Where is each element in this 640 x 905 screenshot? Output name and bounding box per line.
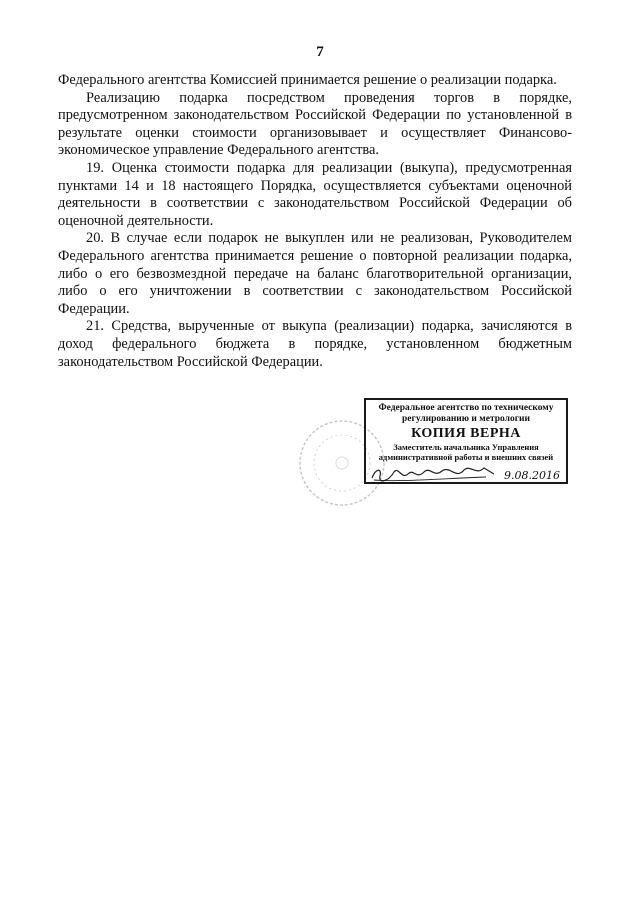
stamp-date: 9.08.2016 xyxy=(504,469,560,482)
paragraph-continuation: Федерального агентства Комиссией принимается решение о реализации подарка. xyxy=(58,72,557,88)
page-number: 7 xyxy=(316,44,324,60)
certified-copy-stamp xyxy=(364,398,568,484)
stamp-signature-row xyxy=(366,462,566,482)
stamp-verified-title: КОПИЯ ВЕРНА xyxy=(411,426,521,441)
paragraph-sale-auction: Реализацию подарка посредством проведения торгов в порядке, предусмотренном законодательством Российской Федерации по установленной в результате оценки стоимости организовывает и осуществляет Финансово-экономическое управление Федерального агентства. xyxy=(58,89,572,159)
paragraph-21-proceeds: 21. Средства, вырученные от выкупа (реализации) подарка, зачисляются в доход федерального бюджета в порядке, установленном бюджетным законодательством Российской Федерации. xyxy=(58,318,572,370)
paragraph-20-unsold-gift: 20. В случае если подарок не выкуплен или не реализован, Руководителем Федерального агентства принимается решение о повторной реализации подарка, либо о его безвозмездной передаче на баланс благотворительной организации, либо о его уничтожении в соответствии с законодательством Российской Федерации. xyxy=(58,230,572,317)
handwritten-signature xyxy=(366,462,526,484)
stamp-organization: Федеральное агентство по техническому регулированию и метрологии xyxy=(378,403,554,424)
paragraph-19-valuation: 19. Оценка стоимости подарка для реализации (выкупа), предусмотренная пунктами 14 и 18 настоящего Порядка, осуществляется субъектами оценочной деятельности в соответствии с законодательством Российской Федерации об оценочной деятельности. xyxy=(58,159,572,229)
body-text xyxy=(58,72,572,371)
stamp-position: Заместитель начальника Управления административной работы и внешних связей xyxy=(378,442,554,462)
